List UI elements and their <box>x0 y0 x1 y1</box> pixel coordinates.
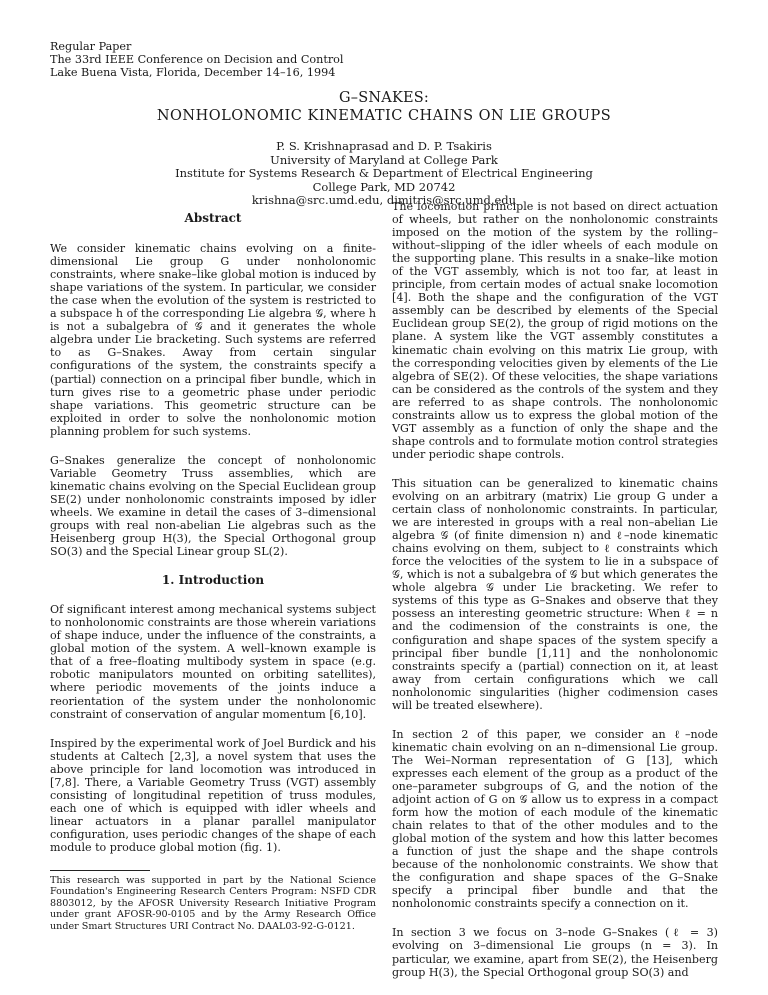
body-paragraph-1: The locomotion principle is not based on direct actuation of wheels, but rather on the nonholonomic constraints imposed on the motion of the system by the rolling–without–slipping of the idler wheels of each module on the supporting plane. This results in a snake–like motion of the VGT assembly, which is not too far, at least in principle, from certain modes of actual snake locomotion [4]. Both the shape and the configuration of the VGT assembly can be described by elements of the Special Euclidean group SE(2), the group of rigid motions on the plane. A system like the VGT assembly constitutes a kinematic chain evolving on this matrix Lie group, with the corresponding velocities given by elements of the Lie algebra of SE(2). Of these velocities, the shape variations can be considered as the controls of the system and they are referred to as shape controls. The nonholonomic constraints allow us to express the global motion of the VGT assembly as a function of only the shape and the shape controls and to formulate motion control strategies under periodic shape controls. <box>392 200 718 461</box>
author-block <box>0 140 768 208</box>
paper-title-line1: G–SNAKES: <box>339 90 429 106</box>
body-paragraph-3: In section 2 of this paper, we consider an ℓ–node kinematic chain evolving on an n–dimensional Lie group. The Wei–Norman representation of G [13], which expresses each element of the group as a product of the one–parameter subgroups of G, and the notion of the adjoint action of G on 𝒢 allow us to express in a compact form how the motion of each module of the kinematic chain relates to that of the other modules and to the global motion of the system and how this latter becomes a function of just the shape and the shape controls because of the nonholonomic constraints. We show that the configuration and shape spaces of the G–Snake specify a principal fiber bundle and that the nonholonomic constraints specify a connection on it. <box>392 727 718 911</box>
footnote-rule <box>50 870 150 871</box>
author-institute: Institute for Systems Research & Department of Electrical Engineering <box>175 166 593 181</box>
right-column <box>392 200 718 995</box>
author-city: College Park, MD 20742 <box>312 179 456 194</box>
paper-type: Regular Paper <box>50 40 132 53</box>
abstract-heading: Abstract <box>184 211 242 225</box>
body-paragraph-2: This situation can be generalized to kinematic chains evolving on an arbitrary (matrix) Lie group G under a certain class of nonholonomic constraints. In particular, we are interested in groups with a real non–abelian Lie algebra 𝒢 (of finite dimension n) and ℓ–node kinematic chains evolving on them, subject to ℓ constraints which force the velocities of the system to lie in a subspace of 𝒢, which is not a subalgebra of 𝒢 but which generates the whole algebra 𝒢 under Lie bracketing. We refer to systems of this type as G–Snakes and observe that they possess an interesting geometric structure: When ℓ = n and the codimension of the constraints is one, the configuration and shape spaces of the system specify a principal fiber bundle [1,11] and the nonholonomic constraints specify a (partial) connection on it, at least away from certain configurations which we call nonholonomic singularities (higher codimension cases will be treated elsewhere). <box>392 476 718 712</box>
conference-header <box>50 40 344 79</box>
paper-title-line2: NONHOLONOMIC KINEMATIC CHAINS ON LIE GROUPS <box>156 108 612 124</box>
funding-footnote: This research was supported in part by the National Science Foundation's Engineering Research Centers Program: NSFD CDR 8803012, by the AFOSR University Research Initiative Program under grant AFOSR-90-0105 and by the Army Research Office under Smart Structures URI Contract No. DAAL03-92-G-0121. <box>50 875 376 932</box>
author-emails: krishna@src.umd.edu, dimitris@src.umd.edu <box>251 193 517 208</box>
conference-location: Lake Buena Vista, Florida, December 14–16, 1994 <box>50 66 336 79</box>
author-names: P. S. Krishnaprasad and D. P. Tsakiris <box>276 139 492 153</box>
conference-name: The 33rd IEEE Conference on Decision and Control <box>50 53 344 66</box>
intro-paragraph-1: Of significant interest among mechanical systems subject to nonholonomic constraints are those wherein variations of shape induce, under the influence of the constraints, a global motion of the system. A well–known example is that of a free–floating multibody system in space (e.g. robotic manipulators mounted on orbiting satellites), where periodic movements of the joints induce a reorientation of the system under the nonholonomic constraint of conservation of angular momentum [6,10]. <box>50 603 376 721</box>
intro-paragraph-2: Inspired by the experimental work of Joel Burdick and his students at Caltech [2,3], a novel system that uses the above principle for land locomotion was introduced in [7,8]. There, a Variable Geometry Truss (VGT) assembly consisting of longitudinal repetition of truss modules, each one of which is equipped with idler wheels and linear actuators in a planar parallel manipulator configuration, uses periodic changes of the shape of each module to produce global motion (fig. 1). <box>50 736 376 854</box>
body-paragraph-4: In section 3 we focus on 3–node G–Snakes (ℓ = 3) evolving on 3–dimensional Lie groups (n = 3). In particular, we examine, apart from SE(2), the Heisenberg group H(3), the Special Orthogonal group SO(3) and <box>392 926 718 979</box>
abstract-paragraph-1: We consider kinematic chains evolving on a finite-dimensional Lie group G under nonholonomic constraints, where snake–like global motion is induced by shape variations of the system. In particular, we consider the case when the evolution of the system is restricted to a subspace h of the corresponding Lie algebra 𝒢, where h is not a subalgebra of 𝒢 and it generates the whole algebra under Lie bracketing. Such systems are referred to as G–Snakes. Away from certain singular configurations of the system, the constraints specify a (partial) connection on a principal fiber bundle, which in turn gives rise to a geometric phase under periodic shape variations. This geometric structure can be exploited in order to solve the nonholonomic motion planning problem for such systems. <box>50 242 376 438</box>
introduction-heading: 1. Introduction <box>161 573 265 588</box>
abstract-paragraph-2: G–Snakes generalize the concept of nonholonomic Variable Geometry Truss assemblies, which are kinematic chains evolving on the Special Euclidean group SE(2) under nonholonomic constraints imposed by idler wheels. We examine in detail the cases of 3–dimensional groups with real non-abelian Lie algebras such as the Heisenberg group H(3), the Special Orthogonal group SO(3) and the Special Linear group SL(2). <box>50 453 376 559</box>
author-university: University of Maryland at College Park <box>270 152 498 167</box>
left-column <box>50 200 376 932</box>
